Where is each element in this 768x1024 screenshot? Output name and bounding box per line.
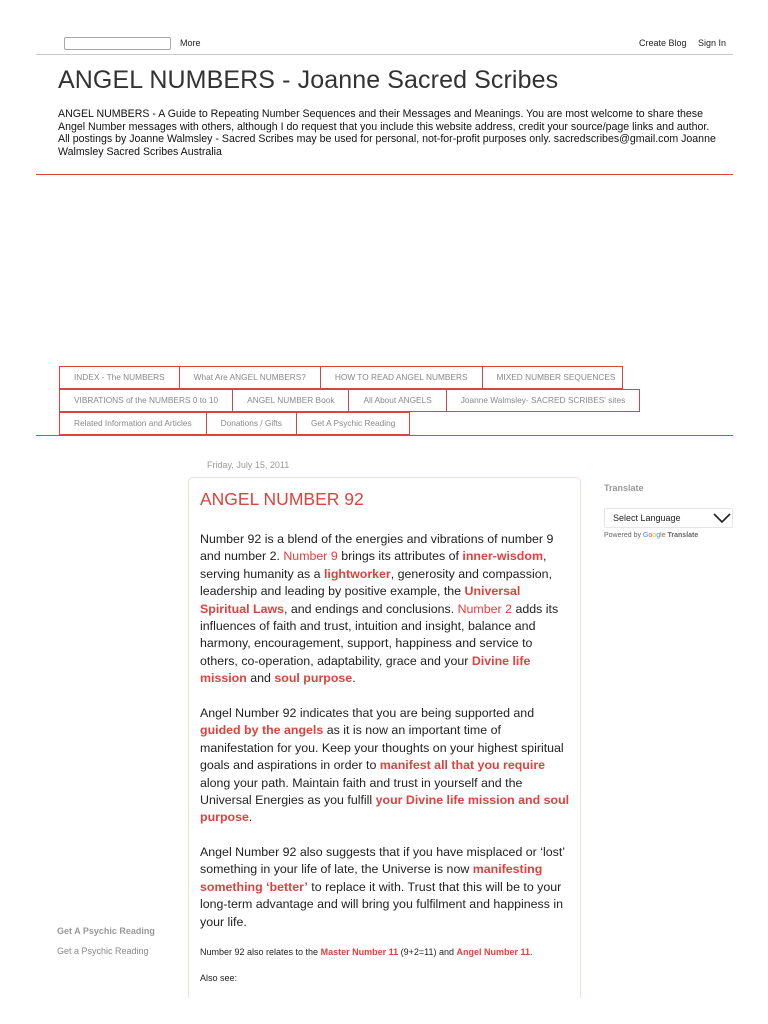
navbar-search-input[interactable] — [64, 37, 171, 50]
link-divine-life-mission[interactable]: Divine life mission — [200, 653, 531, 686]
text: Angel Number 92 also suggests that if you have misplaced or ‘lost’ something in your life of late, the Universe is now — [200, 845, 565, 877]
link-divine-life-mission-soul-purpose[interactable]: your Divine life mission and soul purpose — [200, 793, 570, 825]
link-master-number-11[interactable]: Master Number 11 — [320, 947, 399, 957]
blog-title[interactable]: ANGEL NUMBERS - Joanne Sacred Scribes — [58, 66, 559, 94]
link-angel-number-11[interactable]: Angel Number 11 — [456, 947, 531, 957]
text: , generosity and compassion, leadership and leading by positive example, the — [200, 566, 552, 599]
tab-index-numbers[interactable]: INDEX - The NUMBERS — [59, 367, 180, 389]
tabs-divider — [36, 435, 733, 436]
translate-word: Translate — [667, 532, 699, 539]
powered-by-google-translate[interactable] — [604, 532, 698, 539]
chevron-down-icon — [712, 511, 732, 525]
tab-related-information[interactable]: Related Information and Articles — [59, 413, 207, 435]
text: Number 92 also relates to the — [200, 947, 321, 957]
blogger-navbar — [36, 30, 733, 55]
link-inner-wisdom[interactable]: inner-wisdom — [462, 549, 543, 564]
create-blog-link[interactable]: Create Blog — [639, 38, 687, 48]
tab-psychic-reading[interactable]: Get A Psychic Reading — [297, 413, 410, 435]
tab-how-to-read[interactable]: HOW TO READ ANGEL NUMBERS — [321, 367, 483, 389]
link-guided-by-angels[interactable]: guided by the angels — [200, 723, 324, 738]
post-paragraph-2 — [200, 705, 572, 827]
text: . — [352, 671, 356, 686]
text: . — [248, 810, 253, 825]
post-paragraph-3 — [200, 844, 572, 931]
more-link[interactable]: More — [180, 38, 201, 48]
google-letter: o — [648, 532, 653, 539]
text: . — [530, 947, 533, 957]
link-manifesting-something-better[interactable]: manifesting something ‘better’ — [200, 862, 543, 894]
text: (9+2=11) and — [398, 947, 457, 957]
header-divider — [36, 174, 733, 175]
tab-mixed-sequences[interactable]: MIXED NUMBER SEQUENCES — [483, 367, 623, 389]
tabs-row-2 — [59, 389, 640, 412]
google-logo — [643, 532, 666, 539]
link-manifest-all[interactable]: manifest all that you require — [379, 758, 546, 773]
tab-donations[interactable]: Donations / Gifts — [207, 413, 297, 435]
text: , serving humanity as a — [200, 549, 547, 581]
post-paragraph-1 — [200, 531, 572, 688]
tab-all-about-angels[interactable]: All About ANGELS — [349, 390, 446, 412]
psychic-reading-link[interactable]: Get a Psychic Reading — [57, 946, 149, 956]
tabs-row-1 — [59, 366, 623, 389]
google-letter: e — [661, 532, 666, 539]
tab-sacred-scribes-sites[interactable]: Joanne Walmsley- SACRED SCRIBES' sites — [447, 390, 641, 412]
post-title[interactable]: ANGEL NUMBER 92 — [200, 489, 364, 509]
also-see-label: Also see: — [200, 973, 238, 983]
text: to replace it with. Trust that this will be to your long-term advantage and will bring you fulfilment and happiness in your life. — [200, 879, 563, 929]
blog-description: ANGEL NUMBERS - A Guide to Repeating Number Sequences and their Messages and Meanings. You are most welcome to share these Angel Number messages with others, although I do request that you include this website address, credit your source/page links and author. All postings by Joanne Walmsley - Sacred Scribes may be used for personal, not-for-profit purposes only. sacredscribes@gmail.com Joanne Walmsley Sacred Scribes Australia — [58, 108, 716, 159]
post-date: Friday, July 15, 2011 — [207, 460, 290, 470]
link-number-2[interactable]: Number 2 — [457, 601, 512, 616]
google-letter: g — [656, 532, 661, 539]
post-paragraph-4 — [200, 947, 533, 957]
google-letter: l — [660, 532, 662, 539]
powered-by-text: Powered by — [604, 532, 641, 539]
language-select[interactable] — [604, 508, 733, 528]
text: and — [246, 671, 275, 686]
text: Angel Number 92 indicates that you are being supported and — [200, 706, 535, 720]
link-soul-purpose[interactable]: soul purpose — [274, 671, 353, 686]
text: adds its influences of faith and trust, intuition and insight, balance and harmony, encouragement, support, happiness and service to others, co-operation, adaptability, grace and your — [200, 601, 559, 668]
tab-vibrations[interactable]: VIBRATIONS of the NUMBERS 0 to 10 — [59, 390, 233, 412]
google-letter: o — [652, 532, 657, 539]
text: , and endings and conclusions. — [284, 601, 458, 616]
text: along your path. Maintain faith and trust in yourself and the Universal Energies as you fulfill — [200, 775, 523, 808]
link-universal-spiritual-laws[interactable]: Universal Spiritual Laws — [200, 584, 521, 616]
language-select-value: Select Language — [613, 513, 681, 523]
sign-in-link[interactable]: Sign In — [698, 38, 727, 48]
text: brings its attributes of — [337, 549, 463, 564]
text: Number 92 is a blend of the energies and vibrations of number 9 and number 2. — [200, 532, 554, 564]
psychic-reading-heading: Get A Psychic Reading — [57, 926, 155, 936]
tab-angel-number-book[interactable]: ANGEL NUMBER Book — [233, 390, 349, 412]
link-lightworker[interactable]: lightworker — [323, 566, 391, 581]
translate-heading: Translate — [604, 483, 644, 493]
tab-what-are-angel-numbers[interactable]: What Are ANGEL NUMBERS? — [180, 367, 321, 389]
google-letter: G — [642, 532, 649, 539]
link-number-9[interactable]: Number 9 — [283, 549, 338, 564]
tabs-row-3 — [59, 412, 410, 435]
text: as it is now an important time of manifestation for you. Keep your thoughts on your highest spiritual goals and aspirations in order to — [200, 723, 564, 773]
